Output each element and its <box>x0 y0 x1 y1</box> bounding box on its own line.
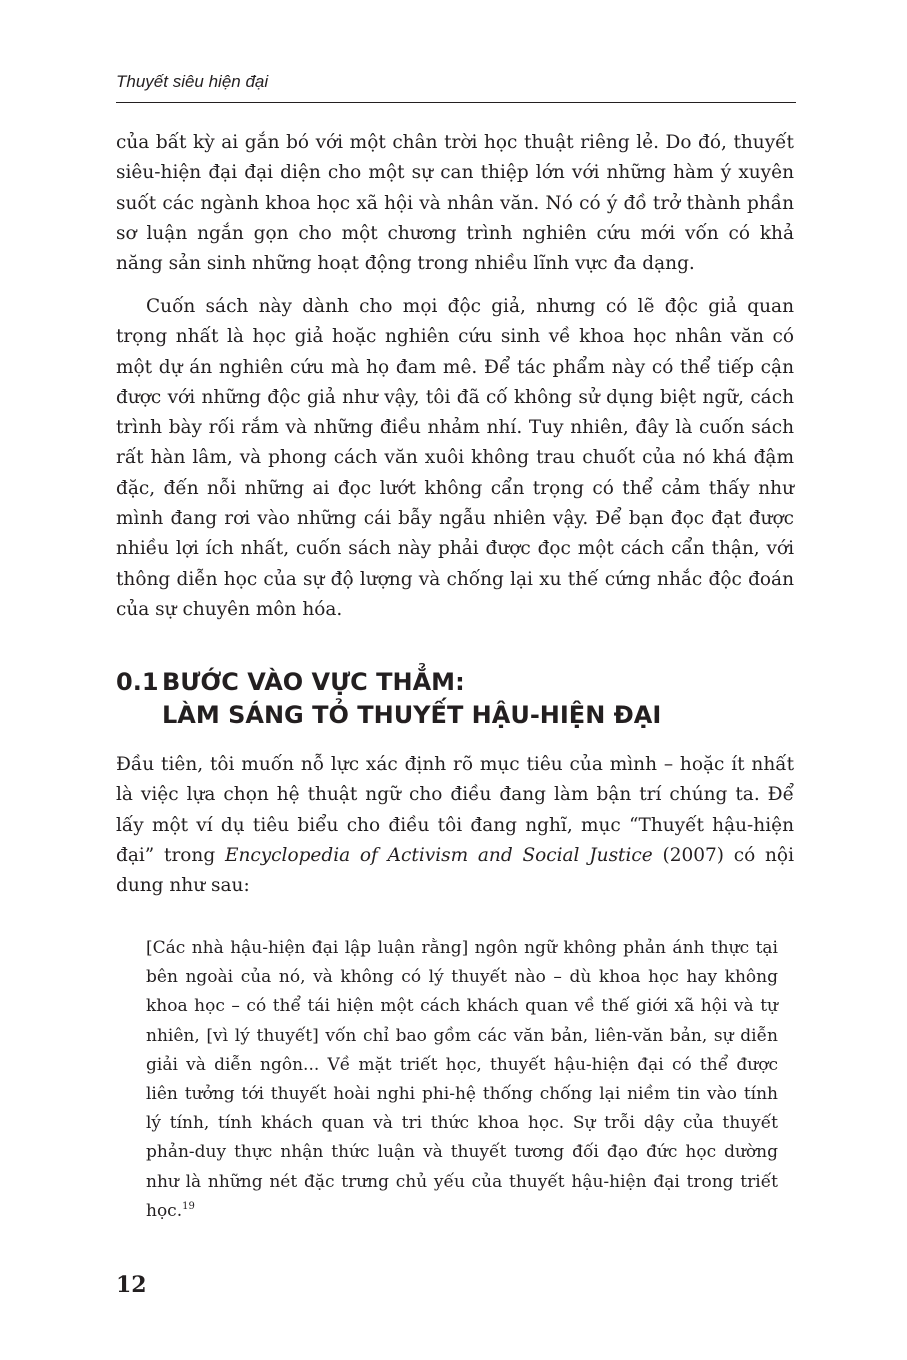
paragraph-2: Cuốn sách này dành cho mọi độc giả, nhưng có lẽ độc giả quan trọng nhất là học giả hoặc nghiên cứu sinh về khoa học nhân văn có một dự án nghiên cứu mà họ đam mê. Để tác phẩm này có thể tiếp cận được với những độc giả như vậy, tôi đã cố không sử dụng biệt ngữ, cách trình bày rối rắm và những điều nhảm nhí. Tuy nhiên, đây là cuốn sách rất hàn lâm, và phong cách văn xuôi không trau chuốt của nó khá đậm đặc, đến nỗi những ai đọc lướt không cẩn trọng có thể cảm thấy như mình đang rơi vào những cái bẫy ngẫu nhiên vậy. Để bạn đọc đạt được nhiều lợi ích nhất, cuốn sách này phải được đọc một cách cẩn thận, với thông diễn học của sự độ lượng và chống lại xu thế cứng nhắc độc đoán của sự chuyên môn hóa. <box>116 296 794 620</box>
paragraph-3 <box>116 750 794 901</box>
section-heading <box>116 666 661 732</box>
footnote-marker: 19 <box>182 1200 195 1212</box>
blockquote <box>146 934 778 1226</box>
blockquote-text: [Các nhà hậu-hiện đại lập luận rằng] ngôn ngữ không phản ánh thực tại bên ngoài của nó, và không có lý thuyết nào – dù khoa học hay không khoa học – có thể tái hiện một cách khách quan về thế giới xã hội và tự nhiên, [vì lý thuyết] vốn chỉ bao gồm các văn bản, liên-văn bản, sự diễn giải và diễn ngôn... Về mặt triết học, thuyết hậu-hiện đại có thể được liên tưởng tới thuyết hoài nghi phi-hệ thống chống lại niềm tin vào tính lý tính, tính khách quan và tri thức khoa học. Sự trỗi dậy của thuyết phản-duy thực nhận thức luận và thuyết tương đối đạo đức học dường như là những nét đặc trưng chủ yếu của thuyết hậu-hiện đại trong triết học. <box>146 938 778 1221</box>
header-rule <box>116 102 796 103</box>
section-title-line-2: LÀM SÁNG TỎ THUYẾT HẬU-HIỆN ĐẠI <box>162 701 662 729</box>
book-title: Encyclopedia of Activism and Social Justice <box>224 844 653 866</box>
paragraph-1: của bất kỳ ai gắn bó với một chân trời học thuật riêng lẻ. Do đó, thuyết siêu-hiện đại đại diện cho một sự can thiệp lớn với những hàm ý xuyên suốt các ngành khoa học xã hội và nhân văn. Nó có ý đồ trở thành phần sơ luận ngắn gọn cho một chương trình nghiên cứu mới vốn có khả năng sản sinh những hoạt động trong nhiều lĩnh vực đa dạng. <box>116 132 794 275</box>
section-number: 0.1 <box>116 668 159 696</box>
page-number: 12 <box>116 1272 147 1298</box>
running-head: Thuyết siêu hiện đại <box>116 72 269 91</box>
paragraph-3-text-before: Đầu tiên, tôi muốn nỗ lực xác định rõ mục tiêu của mình – hoặc ít nhất là việc lựa chọn hệ thuật ngữ cho điều đang làm bận trí chúng ta. Để lấy một ví dụ tiêu biểu cho điều tôi đang nghĩ, mục “Thuyết hậu-hiện đại” trong <box>116 754 794 866</box>
paragraph-3-text-after: (2007) có nội dung như sau: <box>116 844 794 897</box>
section-title-line-1: BƯỚC VÀO VỰC THẲM: <box>162 668 465 696</box>
